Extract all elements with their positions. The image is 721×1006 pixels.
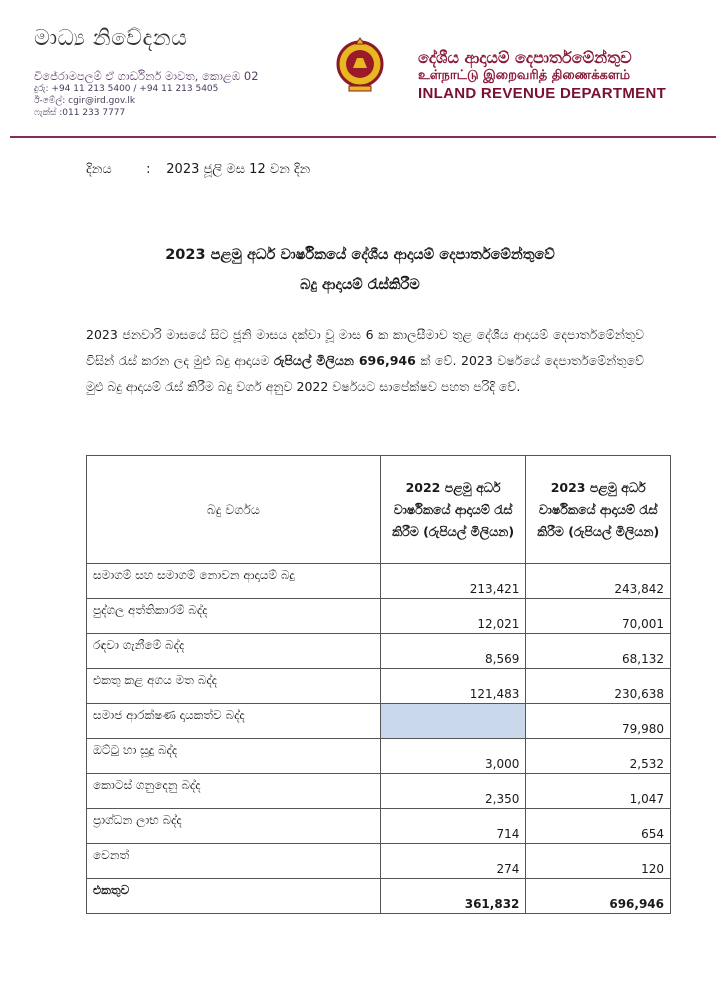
row-value-2023: 68,132 — [526, 634, 671, 669]
table-row — [87, 809, 671, 844]
media-release-title: මාධ්‍ය නිවේදනය — [34, 26, 188, 51]
row-value-2023: 230,638 — [526, 669, 671, 704]
row-value-2023: 2,532 — [526, 739, 671, 774]
table-header-row — [87, 456, 671, 564]
row-tax-type: පුද්ගල අත්තිකාරම් බද්ද — [87, 599, 381, 634]
row-value-2022: 213,421 — [380, 564, 526, 599]
row-value-2023: 120 — [526, 844, 671, 879]
table-row — [87, 844, 671, 879]
row-tax-type: වෙනත් — [87, 844, 381, 879]
row-value-2022: 121,483 — [380, 669, 526, 704]
row-value-2022-empty — [380, 704, 526, 739]
row-tax-type: ප්‍රාග්ධන ලාභ බද්ද — [87, 809, 381, 844]
row-value-2023: 243,842 — [526, 564, 671, 599]
row-tax-type: රඳවා ගැනීමේ බද්ද — [87, 634, 381, 669]
department-name-english: INLAND REVENUE DEPARTMENT — [418, 85, 667, 102]
header-right — [418, 48, 708, 103]
body-paragraph — [86, 322, 644, 400]
row-value-2022: 274 — [380, 844, 526, 879]
phone: දුරු: +94 11 213 5400 / +94 11 213 5405 — [34, 84, 219, 94]
row-value-2022: 12,021 — [380, 599, 526, 634]
table-row — [87, 634, 671, 669]
sri-lanka-emblem-icon — [335, 34, 385, 94]
email: ඊ-මේල්: cgir@ird.gov.lk — [34, 96, 136, 106]
header-divider — [10, 136, 716, 138]
total-2022: 361,832 — [380, 879, 526, 914]
row-value-2023: 1,047 — [526, 774, 671, 809]
row-tax-type: සමාජ ආරක්ෂණ දායකත්ව බද්ද — [87, 704, 381, 739]
header-left — [34, 26, 259, 119]
total-2023: 696,946 — [526, 879, 671, 914]
table-row — [87, 774, 671, 809]
date-label: දිනය — [86, 162, 112, 177]
department-name-tamil: உள்நாட்டு இறைவரித் திணைக்களம் — [418, 68, 631, 83]
row-tax-type: ඔට්ටු හා සූදු බද්ද — [87, 739, 381, 774]
row-value-2023: 654 — [526, 809, 671, 844]
table-row — [87, 739, 671, 774]
paragraph-part-2: ක් වේ. 2023 වර්ෂයේ දෙපාර්තමේන්තුවේ මුළු බදු ආදායම් රැස් කිරීම බදු වර්ග අනුව 2022 වර්ෂයට සාපේක්ෂව පහත පරිදි වේ. — [86, 353, 644, 394]
address: විජේරාමපලම් ඒ ගාර්ඩිනර් මාවත, කොළඹ 02 — [34, 69, 259, 83]
date-separator: : — [146, 162, 151, 177]
row-value-2023: 70,001 — [526, 599, 671, 634]
table-total-row — [87, 879, 671, 914]
row-value-2022: 3,000 — [380, 739, 526, 774]
title-line-1: 2023 පළමු අර්ධ වාර්ෂිකයේ දේශීය ආදායම් දෙපාර්තමේන්තුවේ — [165, 247, 555, 263]
row-value-2023: 79,980 — [526, 704, 671, 739]
row-tax-type: එකතු කළ අගය මත බද්ද — [87, 669, 381, 704]
tax-revenue-table — [86, 455, 671, 914]
paragraph-part-1: 2023 ජනවාරි මාසයේ සිට ජූනි මාසය දක්වා වූ මාස 6 ක කාලසීමාව තුළ දේශීය ආදායම් දෙපාර්තමේන්තුව විසින් රැස් කරන ලද මුළු බදු ආදායම — [86, 327, 644, 368]
row-value-2022: 714 — [380, 809, 526, 844]
row-value-2022: 2,350 — [380, 774, 526, 809]
date-value: 2023 ජූලි මස 12 වන දින — [166, 162, 311, 177]
header-2023: 2023 පළමු අර්ධ වාර්ෂිකයේ ආදායම් රැස් කිරීම (රුපියල් මිලියන) — [526, 456, 671, 564]
fax: ෆැක්ස් :011 233 7777 — [34, 108, 126, 118]
total-label: එකතුව — [87, 879, 381, 914]
table-row — [87, 599, 671, 634]
table-row — [87, 564, 671, 599]
row-tax-type: සමාගම් සහ සමාගම් නොවන ආදායම් බදු — [87, 564, 381, 599]
header-2022: 2022 පළමු අර්ධ වාර්ෂිකයේ ආදායම් රැස් කිරීම (රුපියල් මිලියන) — [380, 456, 526, 564]
table-row — [87, 669, 671, 704]
title-line-2: බදු ආදායම් රැස්කිරීම — [300, 277, 420, 293]
row-tax-type: කොටස් ගනුදෙනු බද්ද — [87, 774, 381, 809]
date-row — [86, 162, 310, 177]
header-tax-type: බදු වර්ගය — [87, 456, 381, 564]
document-title — [60, 240, 660, 300]
contact-block — [34, 69, 259, 119]
table-row — [87, 704, 671, 739]
paragraph-bold-amount: රුපියල් මිලියන 696,946 — [273, 353, 416, 368]
department-name-sinhala: දේශීය ආදායම් දෙපාර්තමේන්තුව — [418, 48, 632, 67]
row-value-2022: 8,569 — [380, 634, 526, 669]
